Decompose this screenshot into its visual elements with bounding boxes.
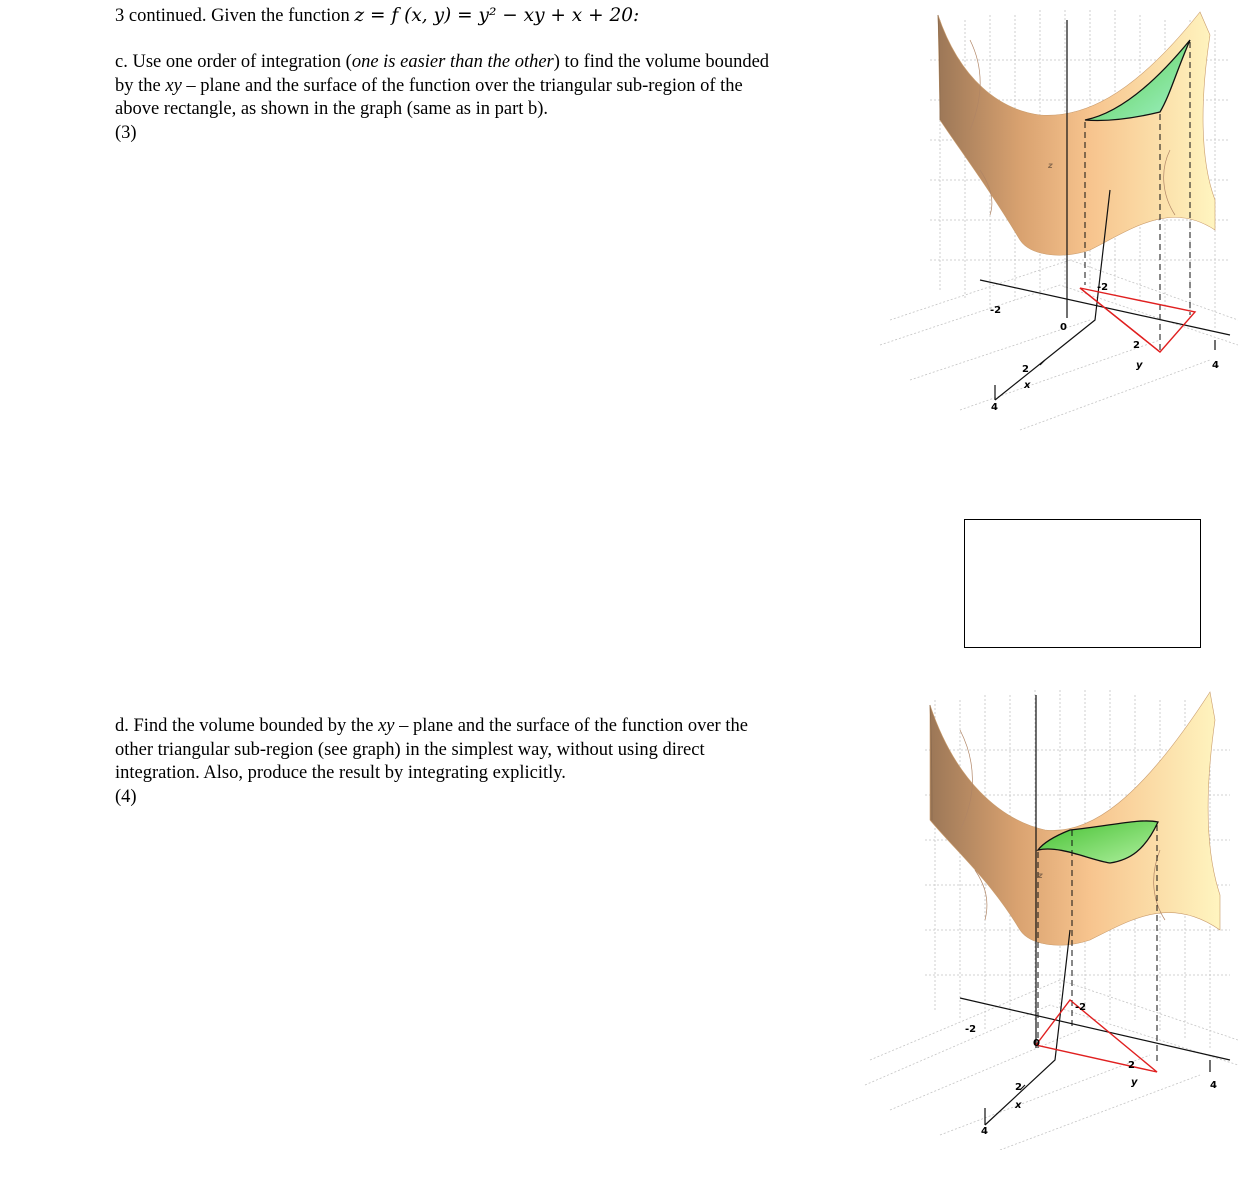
- part-d-line-1-prefix: d. Find the volume bounded by the: [115, 716, 374, 736]
- part-c-line-1-prefix: c. Use one order of integration (: [115, 52, 352, 72]
- tick-zero: 0: [1060, 322, 1067, 333]
- part-c-line-3: above rectangle, as shown in the graph (same as in part b).: [115, 99, 549, 119]
- part-c-line-2-prefix: by the: [115, 75, 161, 96]
- axis-label-x: x: [1015, 1100, 1022, 1111]
- part-c-italic-note: one is easier than the other: [351, 52, 554, 72]
- axis-label-z: z: [1048, 161, 1053, 170]
- part-d-xy-var: xy: [378, 716, 395, 736]
- part-d-question: [115, 715, 875, 809]
- tick-neg2-y: -2: [1075, 1002, 1087, 1013]
- axis-label-y: y: [1131, 1077, 1138, 1088]
- part-d-line-1: [115, 715, 875, 739]
- tick-2-x: 2: [1022, 364, 1029, 375]
- heading-prefix: 3 continued. Given the function: [115, 6, 350, 26]
- tick-4-y: 4: [1210, 1080, 1217, 1091]
- tick-zero: 0: [1033, 1038, 1040, 1049]
- tick-neg2-x: -2: [965, 1024, 977, 1035]
- part-d-line-2: other triangular sub-region (see graph) in the simplest way, without using direct: [115, 739, 705, 760]
- surface-saddle: [938, 12, 1215, 255]
- axis-label-y: y: [1136, 360, 1143, 371]
- part-d-points: (4): [115, 786, 137, 807]
- part-c-line-1: [115, 51, 875, 75]
- part-c-points: (3): [115, 122, 137, 143]
- part-c-line-2: [115, 75, 875, 99]
- answer-box[interactable]: [964, 519, 1201, 648]
- axis-label-z: z: [1038, 871, 1043, 880]
- tick-neg2-y: -2: [1097, 282, 1109, 293]
- tick-4-x: 4: [981, 1126, 988, 1137]
- part-d-line-1-suffix: – plane and the surface of the function over the: [399, 716, 748, 736]
- part-c-line-2-suffix: – plane and the surface of the function over the triangular sub-region of the: [186, 75, 743, 96]
- axis-label-x: x: [1024, 380, 1031, 391]
- tick-2-y: 2: [1133, 340, 1140, 351]
- part-c-line-1-suffix: ) to find the volume bounded: [553, 52, 770, 72]
- problem-heading: [115, 4, 639, 29]
- surface-saddle: [930, 692, 1220, 945]
- tick-4-y: 4: [1212, 360, 1219, 371]
- graph-part-d: [860, 680, 1238, 1150]
- part-c-question: [115, 51, 875, 145]
- tick-2-x: 2: [1015, 1082, 1022, 1093]
- tick-2-y: 2: [1128, 1060, 1135, 1071]
- part-c-xy-var: xy: [165, 75, 182, 96]
- function-formula: z = f (x, y) = y² − xy + x + 20:: [354, 5, 640, 26]
- part-d-line-3: integration. Also, produce the result by integrating explicitly.: [115, 763, 566, 783]
- tick-4-x: 4: [991, 402, 998, 413]
- graph-part-c: [870, 0, 1238, 440]
- tick-neg2-x: -2: [990, 305, 1002, 316]
